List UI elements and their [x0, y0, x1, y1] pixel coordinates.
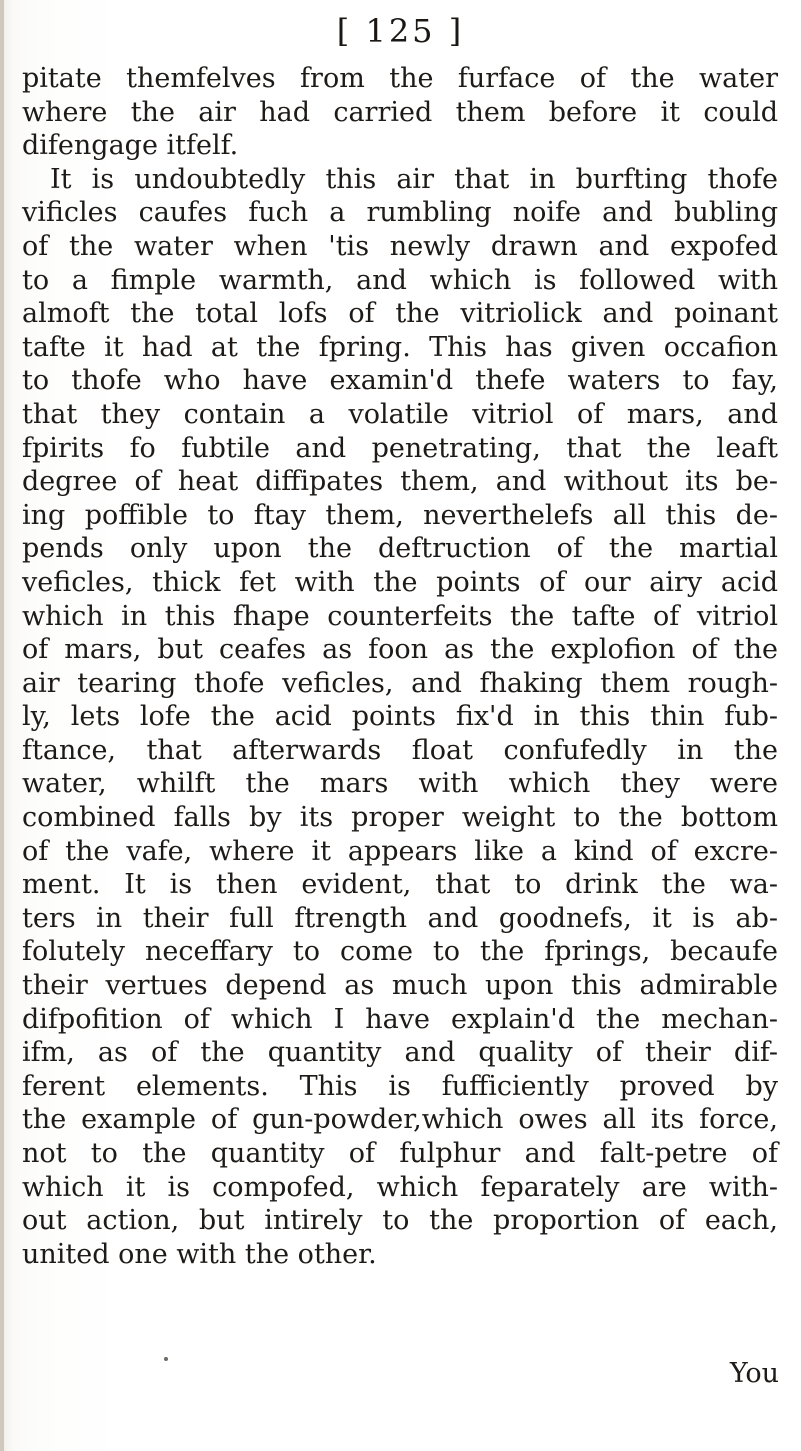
- catchword: You: [729, 1358, 779, 1389]
- text-line: united one with the other.: [22, 1238, 377, 1270]
- text-line: ifm, as of the quantity and quality of their dif-: [22, 1037, 778, 1069]
- ink-speck: [164, 1357, 168, 1361]
- text-line: the example of gun-powder,which owes all its force,: [22, 1104, 778, 1136]
- text-line: folutely neceffary to come to the fprings, becaufe: [22, 936, 778, 968]
- text-line: fpirits fo fubtile and penetrating, that the leaft: [22, 432, 778, 464]
- text-line: ferent elements. This is fufficiently proved by: [22, 1070, 778, 1102]
- text-line: which in this fhape counterfeits the tafte of vitriol: [22, 600, 778, 632]
- text-line: to thofe who have examin'd thefe waters to fay,: [22, 365, 778, 397]
- text-line: to a fimple warmth, and which is followed with: [22, 264, 778, 296]
- text-line: ftance, that afterwards float confufedly in the: [22, 734, 778, 766]
- text-line: air tearing thofe veficles, and fhaking them rough-: [22, 667, 778, 699]
- binding-edge: [0, 0, 4, 1451]
- text-line: not to the quantity of fulphur and falt-petre of: [22, 1138, 778, 1169]
- text-line: difengage itfelf.: [22, 130, 239, 162]
- text-line: which it is compofed, which feparately are with-: [22, 1171, 778, 1203]
- text-line: that they contain a volatile vitriol of mars, and: [22, 398, 778, 430]
- text-line: where the air had carried them before it could: [22, 96, 778, 128]
- text-line: ing poffible to ftay them, neverthelefs all this de-: [22, 499, 778, 531]
- text-line: of the vafe, where it appears like a kind of excre-: [22, 835, 778, 867]
- text-line: veficles, thick fet with the points of our airy acid: [22, 566, 778, 598]
- text-line: pitate themfelves from the furface of the water: [22, 63, 778, 94]
- text-line: combined falls by its proper weight to the bottom: [22, 802, 778, 834]
- text-line: It is undoubtedly this air that in burfting thofe: [50, 163, 778, 195]
- text-line: ment. It is then evident, that to drink the wa-: [22, 869, 778, 901]
- text-line: almoft the total lofs of the vitriolick and poinant: [22, 298, 778, 330]
- page-number: [ 125 ]: [336, 12, 465, 50]
- text-line: difpofition of which I have explain'd the mechan-: [22, 1003, 778, 1035]
- text-line: of the water when 'tis newly drawn and expofed: [22, 230, 778, 262]
- text-line: tafte it had at the fpring. This has given occafion: [22, 331, 778, 363]
- text-line: water, whilft the mars with which they were: [22, 768, 778, 800]
- text-line: pends only upon the deftruction of the martial: [22, 533, 778, 565]
- text-line: vificles caufes fuch a rumbling noife and bubling: [22, 197, 778, 229]
- body-text: [22, 62, 778, 1271]
- text-line: their vertues depend as much upon this admirable: [22, 970, 778, 1002]
- text-line: of mars, but ceafes as foon as the explofion of the: [22, 634, 778, 666]
- text-line: ly, lets lofe the acid points fix'd in this thin fub-: [22, 701, 778, 733]
- text-line: out action, but intirely to the proportion of each,: [22, 1205, 778, 1237]
- text-line: degree of heat diffipates them, and without its be-: [22, 466, 778, 498]
- text-line: ters in their full ftrength and goodnefs, it is ab-: [22, 902, 778, 934]
